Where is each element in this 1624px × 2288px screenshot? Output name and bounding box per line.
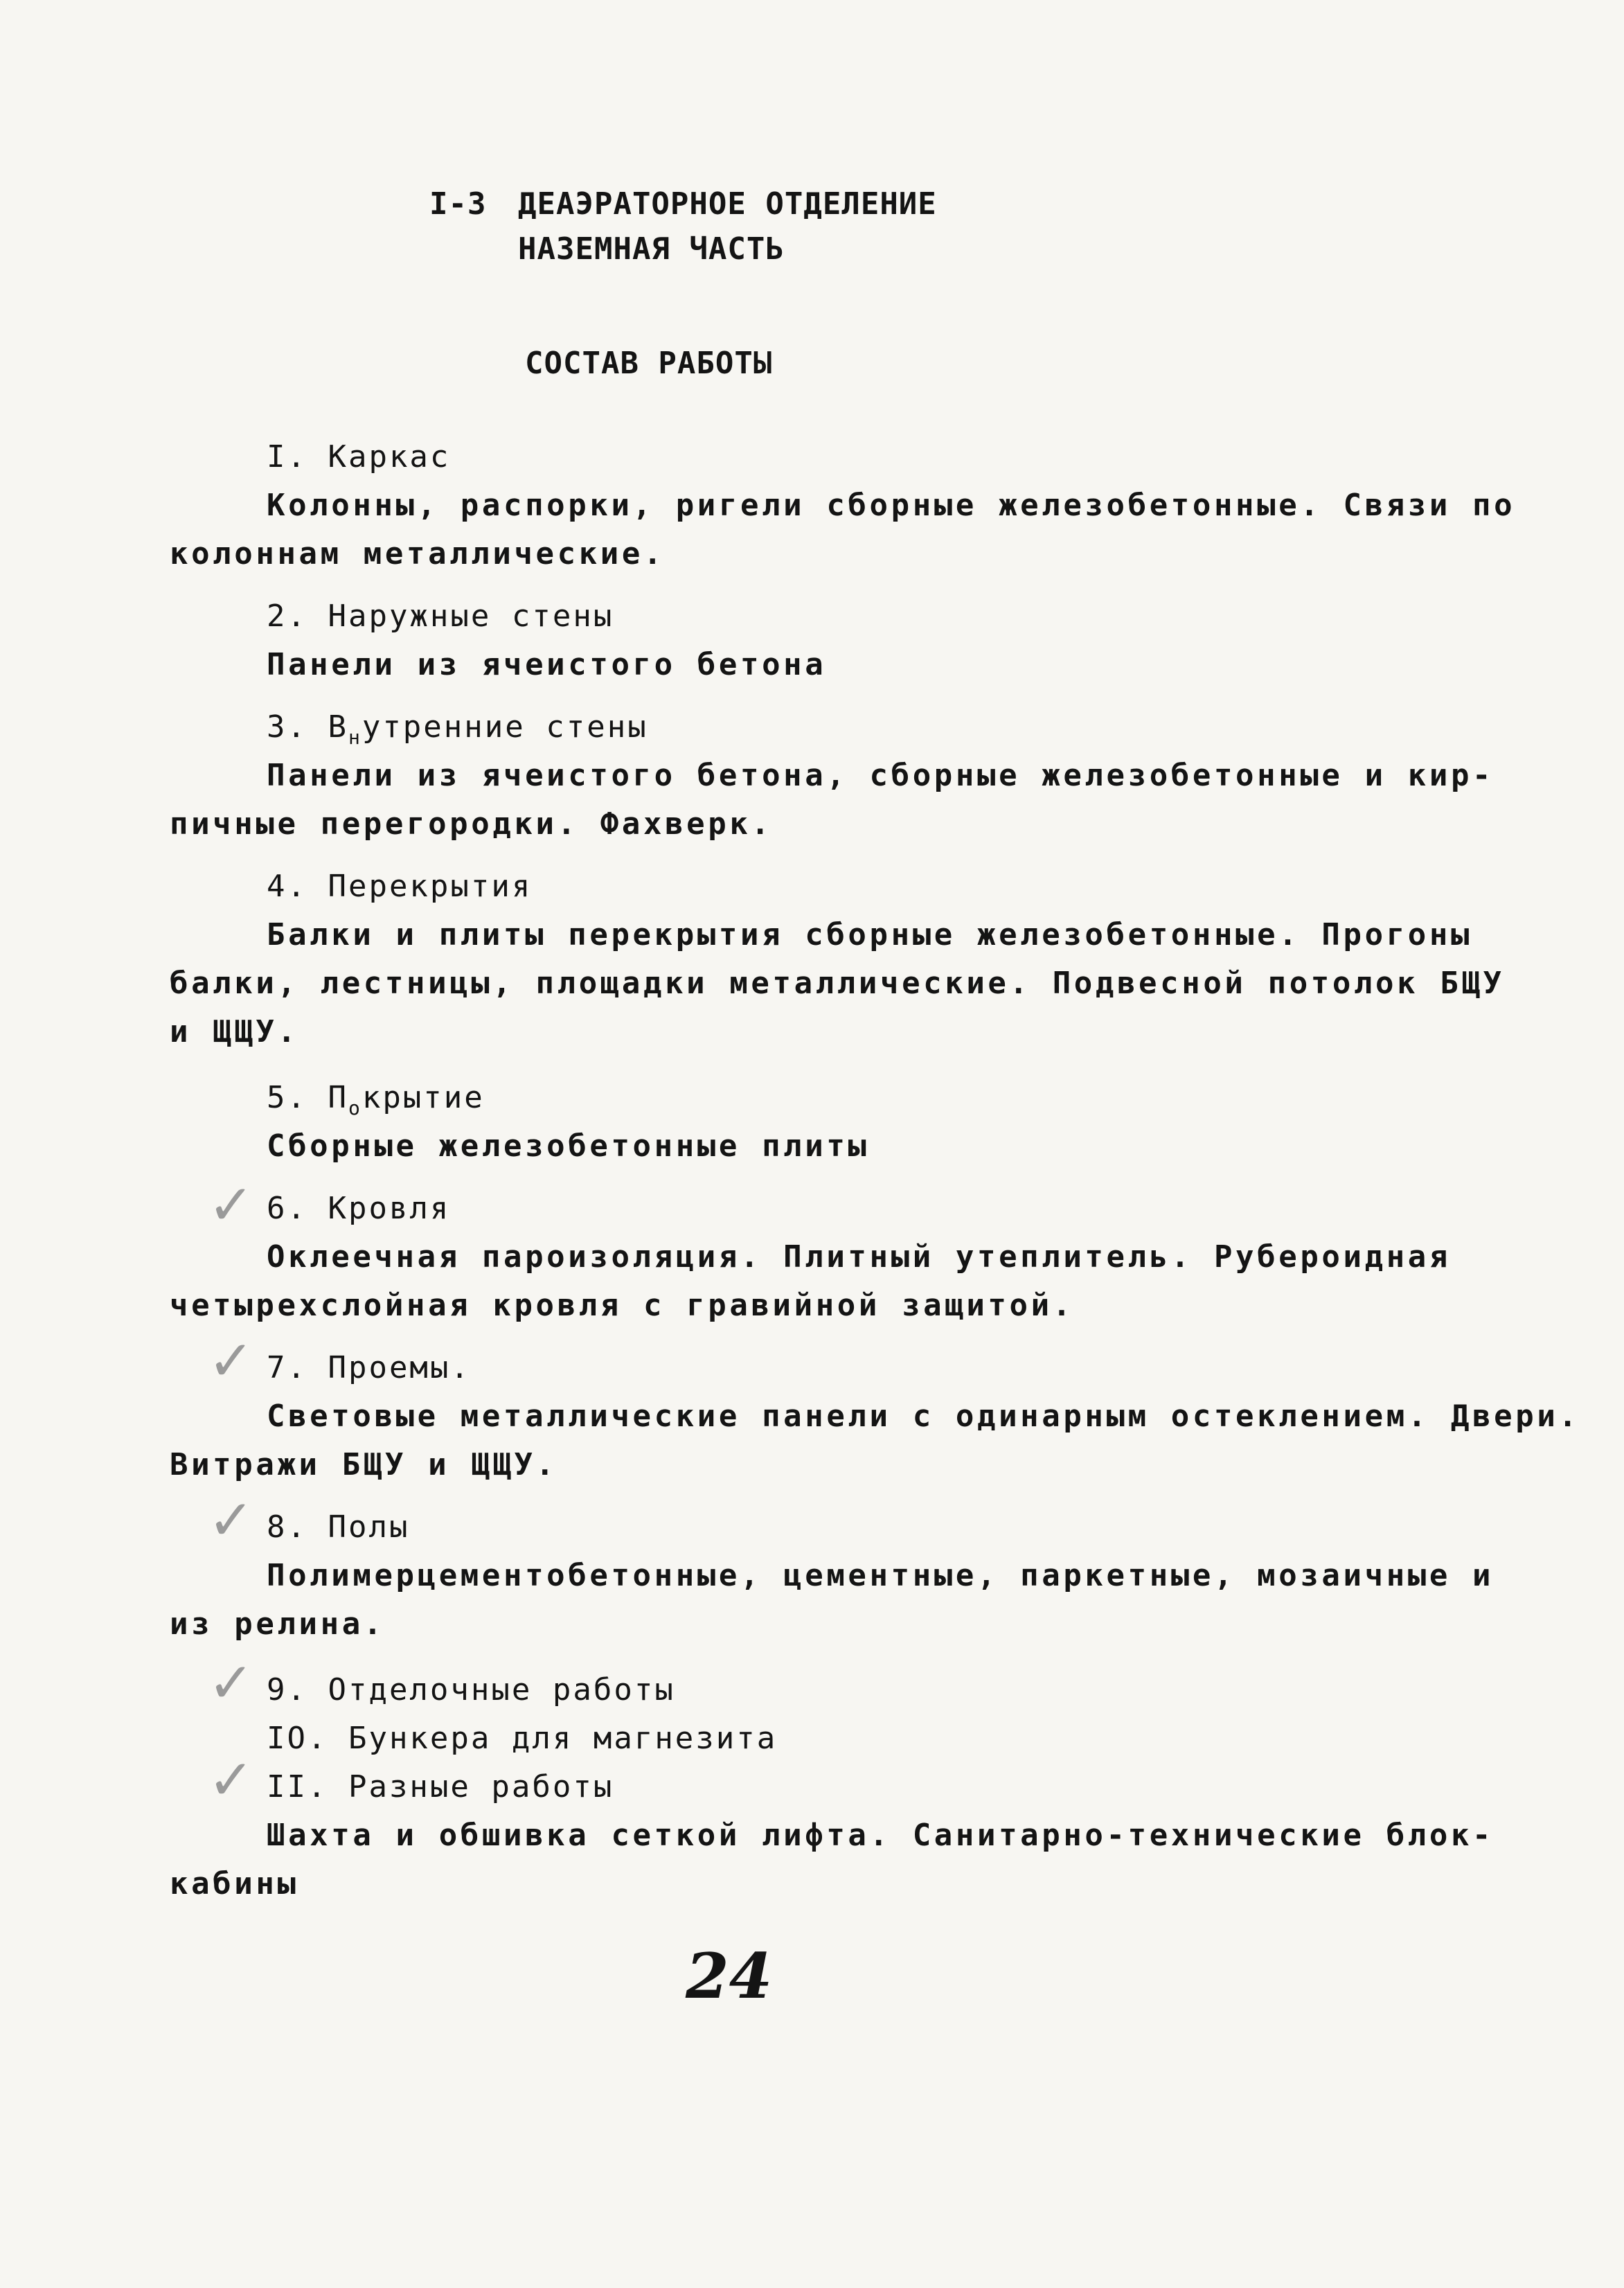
item-5-heading-post: крытие (362, 1080, 485, 1115)
item-6-text-2: четырехслойная кровля с гравийной защитой. (170, 1288, 1074, 1323)
item-8-text-2: из релина. (170, 1606, 385, 1642)
item-2-heading: 2. Наружные стены (267, 598, 614, 634)
item-3-heading-sub: н (348, 726, 362, 749)
page-number: 24 (686, 1940, 773, 2013)
item-3-text-2: пичные перегородки. Фахверк. (170, 806, 773, 842)
item-6-text-1: Оклеечная пароизоляция. Плитный утеплитель. Рубероидная (267, 1239, 1451, 1275)
doc-code: I-3 (429, 186, 487, 222)
check-mark-icon: ✓ (208, 1651, 255, 1715)
check-mark-icon: ✓ (208, 1488, 255, 1552)
item-11-text-1: Шахта и обшивка сеткой лифта. Санитарно-технические блок- (267, 1818, 1494, 1853)
item-5-text-1: Сборные железобетонные плиты (267, 1128, 870, 1164)
item-4-text-3: и ЩЩУ. (170, 1014, 299, 1049)
section-title: СОСТАВ РАБОТЫ (525, 346, 773, 381)
item-11-heading: II. Разные работы (267, 1769, 614, 1804)
check-mark-icon: ✓ (208, 1173, 255, 1237)
item-4-text-1: Балки и плиты перекрытия сборные железобетонные. Прогоны (267, 917, 1473, 952)
item-7-heading: 7. Проемы. (267, 1350, 471, 1385)
item-4-text-2: балки, лестницы, площадки металлические. Подвесной потолок БЩУ (170, 966, 1505, 1001)
item-8-text-1: Полимерцементобетонные, цементные, паркетные, мозаичные и (267, 1558, 1494, 1593)
item-7-text-1: Световые металлические панели с одинарным остеклением. Двери. (267, 1399, 1580, 1434)
item-8-heading: 8. Полы (267, 1509, 410, 1545)
doc-title-line1: ДЕАЭРАТОРНОЕ ОТДЕЛЕНИЕ (518, 186, 937, 222)
item-5-heading-sub: о (348, 1097, 362, 1119)
item-5-heading (267, 1077, 485, 1129)
check-mark-icon: ✓ (208, 1329, 255, 1393)
item-1-heading: I. Каркас (267, 439, 451, 475)
item-3-heading (267, 707, 648, 759)
item-3-heading-pre: 3. В (267, 709, 348, 745)
item-3-heading-post: утренние стены (362, 709, 648, 745)
item-7-text-2: Витражи БЩУ и ЩЩУ. (170, 1447, 557, 1482)
item-1-text-1: Колонны, распорки, ригели сборные железобетонные. Связи по (267, 488, 1516, 523)
item-11-text-2: кабины (170, 1866, 299, 1901)
doc-title-line2: НАЗЕМНАЯ ЧАСТЬ (518, 231, 785, 267)
check-mark-icon: ✓ (208, 1748, 255, 1812)
item-3-text-1: Панели из ячеистого бетона, сборные железобетонные и кир- (267, 758, 1494, 793)
item-9-heading: 9. Отделочные работы (267, 1672, 675, 1708)
item-6-heading: 6. Кровля (267, 1191, 451, 1226)
item-5-heading-pre: 5. П (267, 1080, 348, 1115)
item-2-text-1: Панели из ячеистого бетона (267, 647, 827, 682)
item-1-text-2: колоннам металлические. (170, 536, 666, 571)
item-10-heading: IO. Бункера для магнезита (267, 1721, 778, 1756)
item-4-heading: 4. Перекрытия (267, 869, 533, 904)
